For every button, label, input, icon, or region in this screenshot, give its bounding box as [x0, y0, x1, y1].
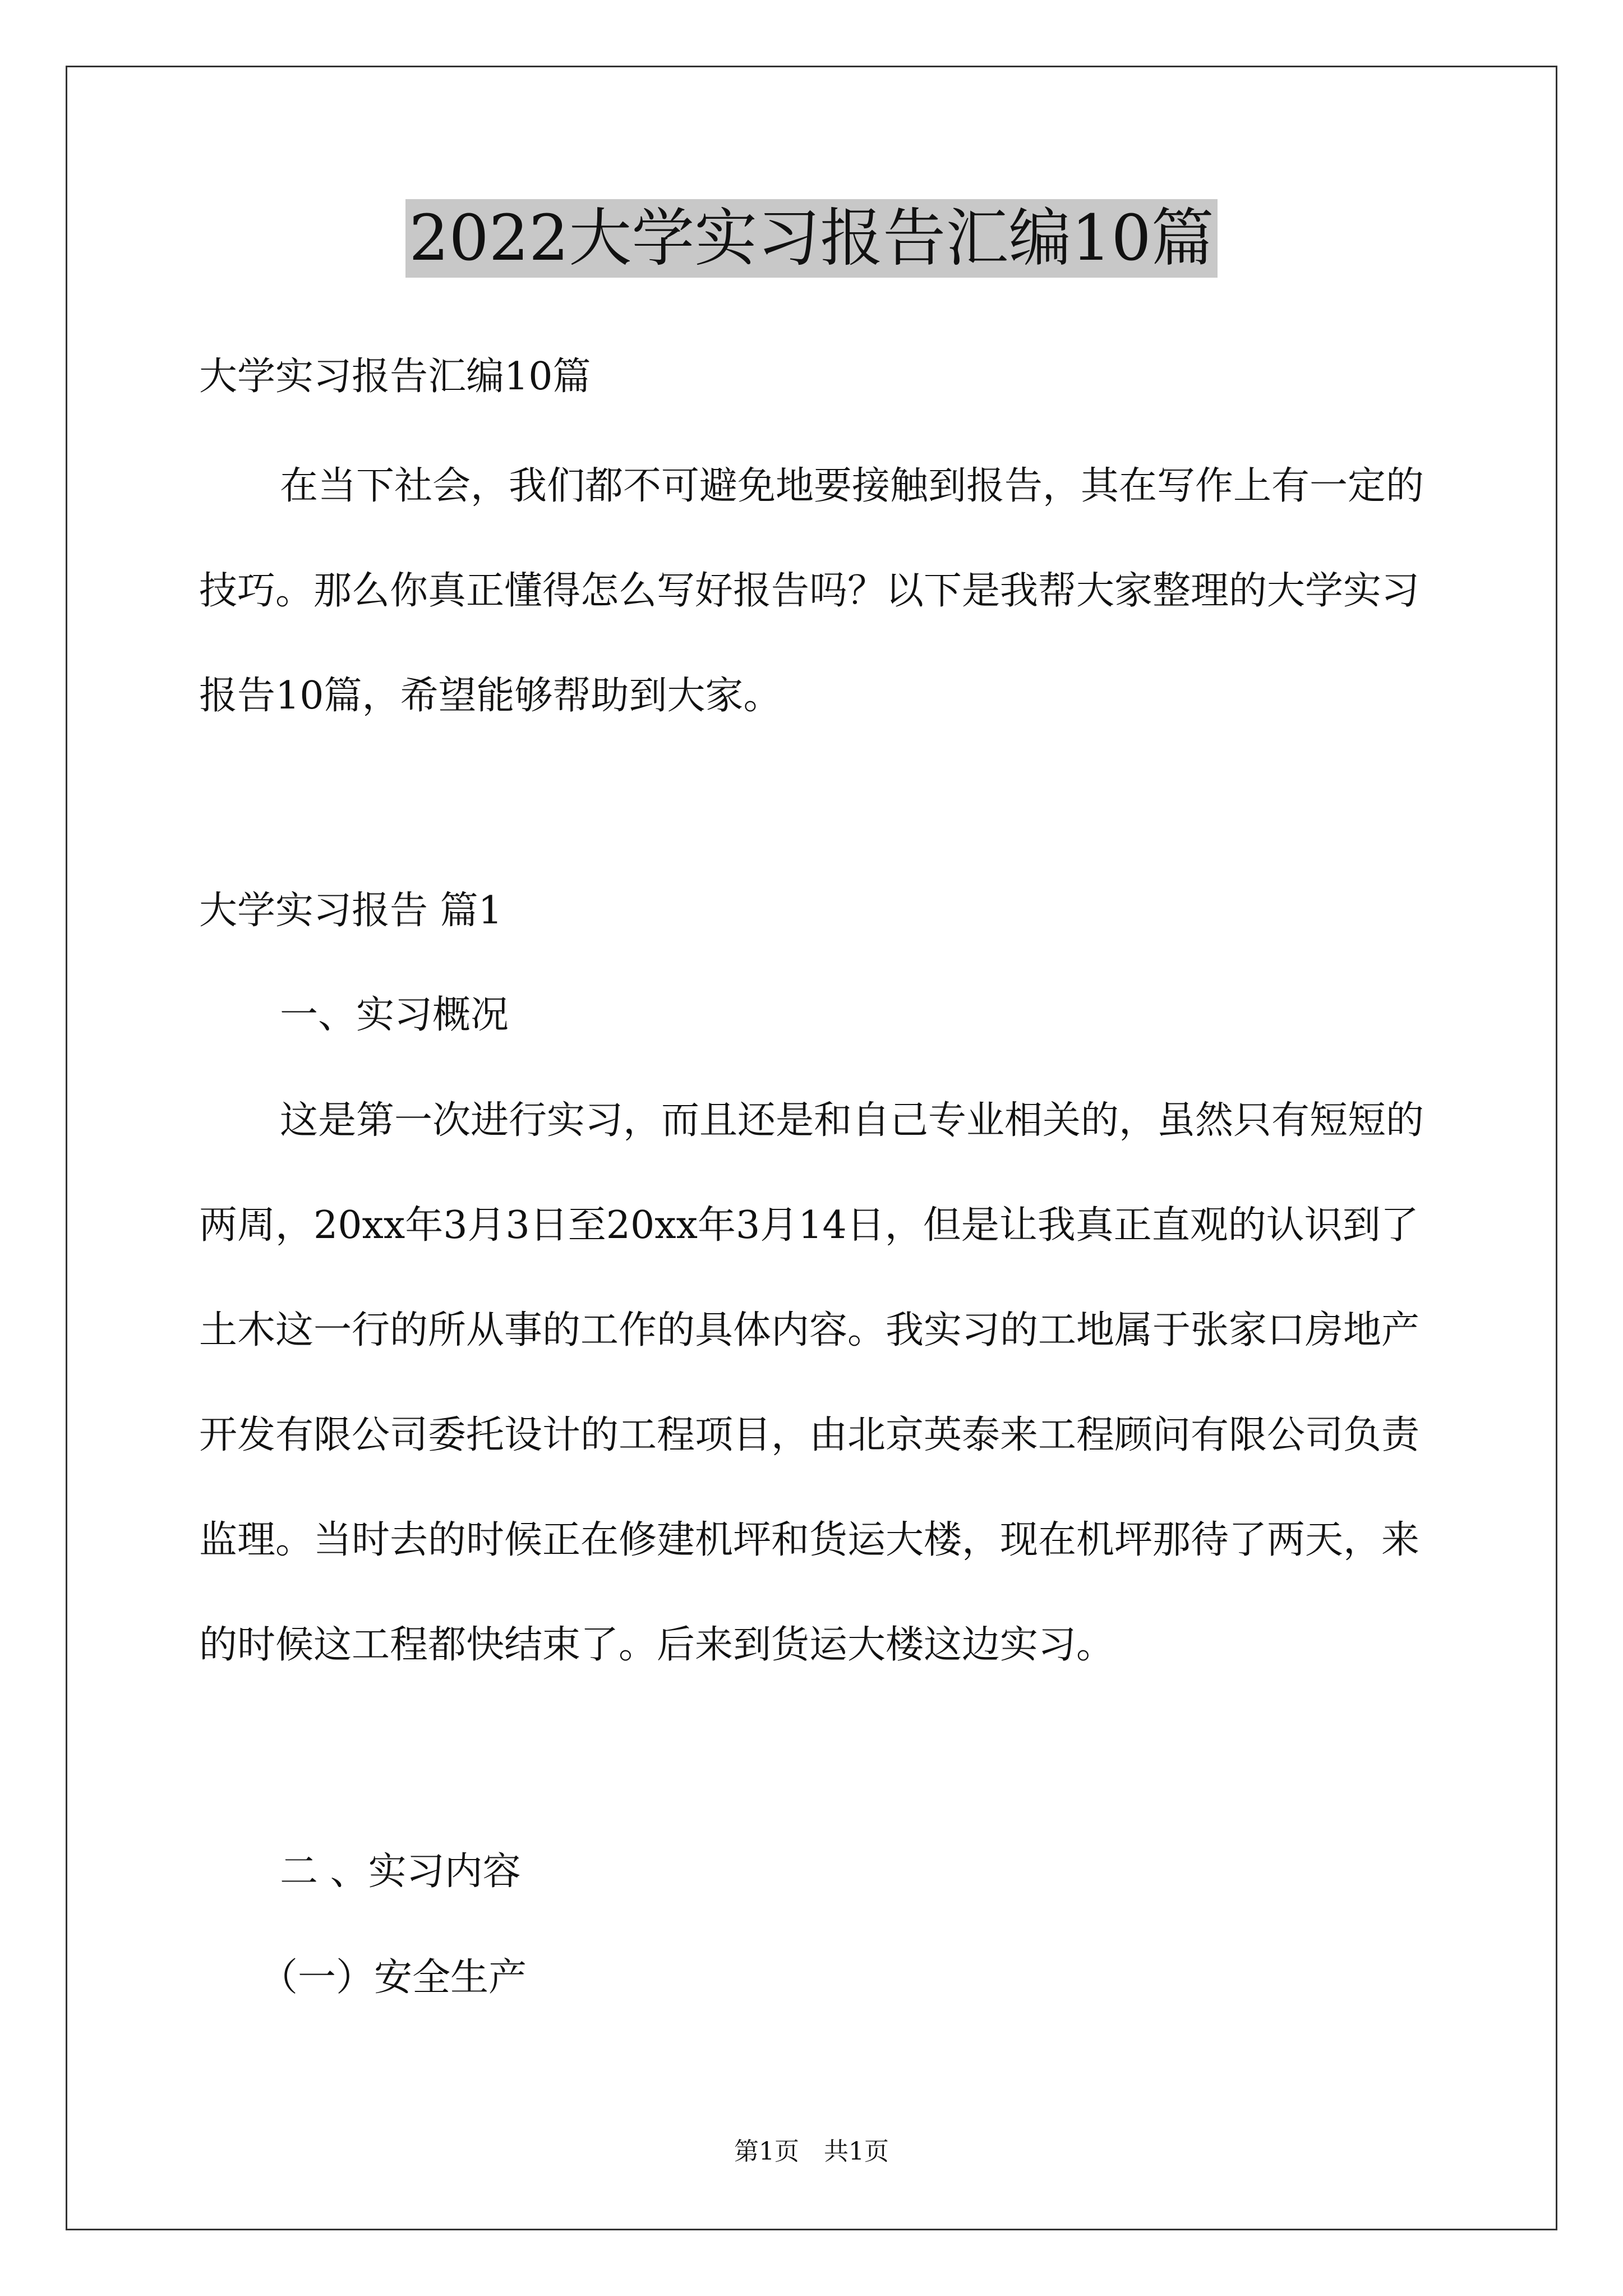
part1-body: 这是第一次进行实习，而且还是和自己专业相关的，虽然只有短短的两周，20xx年3月3日至20xx年3月14日，但是让我真正直观的认识到了土木这一行的所从事的工作的具体内容。我实习的工地属于张家口房地产开发有限公司委托设计的工程项目，由北京英泰来工程顾问有限公司负责监理。当时去的时候正在修建机坪和货运大楼，现在机坪那待了两天，来的时候这工程都快结束了。后来到货运大楼这边实习。 — [199, 1098, 1424, 1667]
part2-subheading: （一）安全生产 — [260, 1955, 527, 2000]
part1-heading: 一、实习概况 — [280, 993, 509, 1037]
part2-heading: 二 、实习内容 — [280, 1849, 521, 1894]
document-title: 2022大学实习报告汇编10篇 — [405, 199, 1218, 278]
section-heading: 大学实习报告 篇1 — [199, 889, 502, 933]
title-container — [0, 199, 1623, 278]
document-subtitle: 大学实习报告汇编10篇 — [199, 355, 591, 399]
page-footer: 第1页 共1页 — [734, 2137, 889, 2166]
intro-paragraph: 在当下社会，我们都不可避免地要接触到报告，其在写作上有一定的技巧。那么你真正懂得怎么写好报告吗？以下是我帮大家整理的大学实习报告10篇，希望能够帮助到大家。 — [199, 464, 1424, 718]
